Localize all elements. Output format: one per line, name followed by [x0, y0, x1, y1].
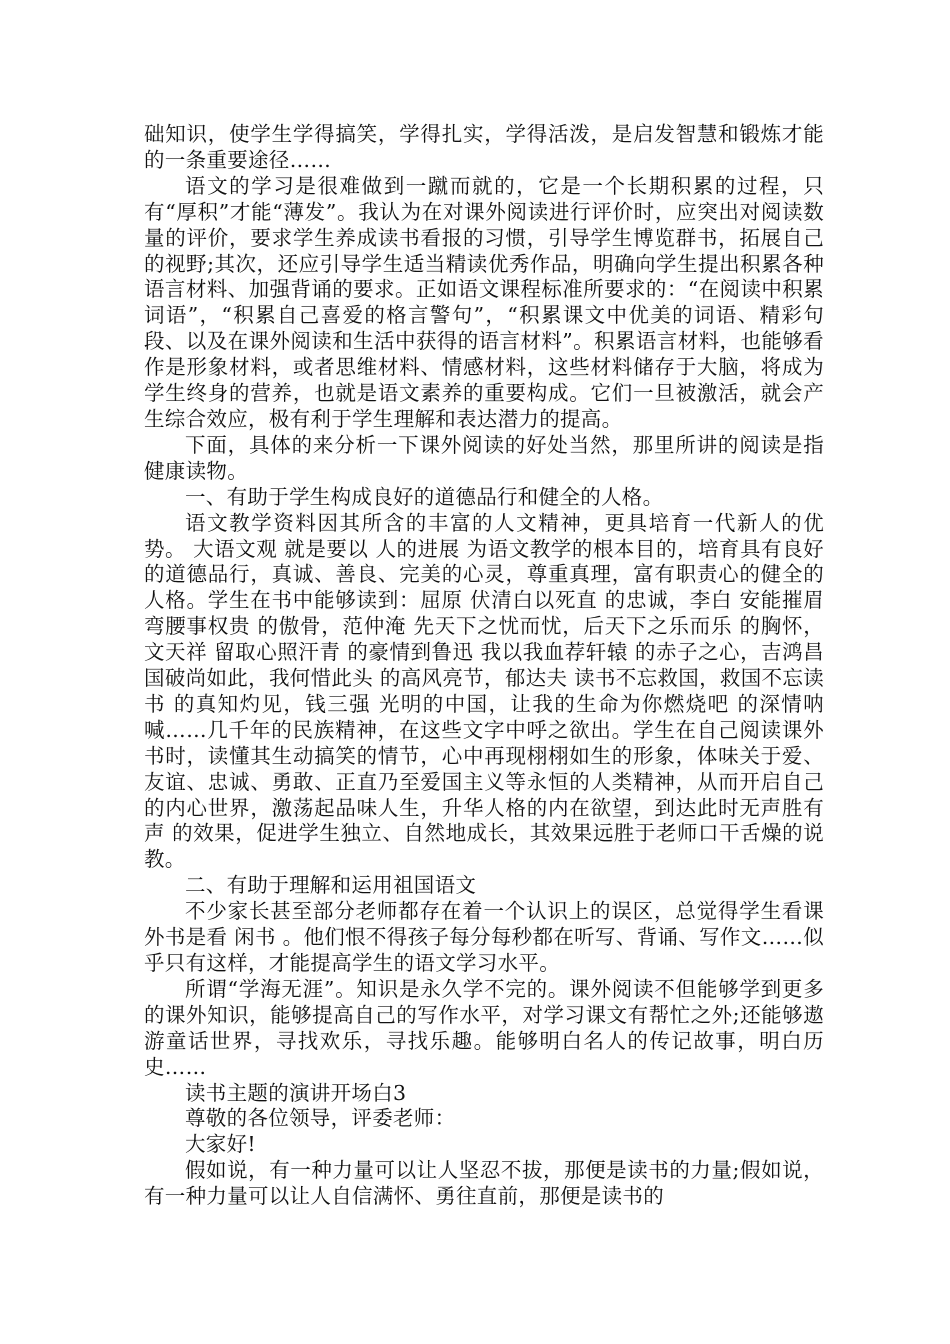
greeting: 大家好! — [185, 1132, 256, 1157]
paragraph-1: 础知识，使学生学得搞笑，学得扎实，学得活泼，是启发智慧和锻炼才能的一条重要途径…… — [144, 122, 824, 172]
paragraph-4: 语文教学资料因其所含的丰富的人文精神，更具培育一代新人的优势。 大语文观 就是要以 人的进展 为语文教学的根本目的，培育具有良好的道德品行，真诚、善良、完美的心灵，尊重真理，富有职责心的健全的人格。学生在书中能够读到：屈原 伏清白以死直 的忠诚，李白 安能摧眉弯腰事权贵 的傲骨，范仲淹 先天下之忧而忧，后天下之乐而乐 的胸怀，文天祥 留取心照汗青 的豪情到鲁迅 我以我血荐轩辕 的赤子之心，吉鸿昌 国破尚如此，我何惜此头 的高风亮节，郁达夫 读书不忘救国，救国不忘读书 的真知灼见，钱三强 光明的中国，让我的生命为你燃烧吧 的深情呐喊……几千年的民族精神，在这些文字中呼之欲出。学生在自己阅读课外书时，读懂其生动搞笑的情节，心中再现栩栩如生的形象，体味关于爱、友谊、忠诚、勇敢、正直乃至爱国主义等永恒的人类精神，从而开启自己的内心世界，激荡起品味人生，升华人格的内在欲望，到达此时无声胜有声 的效果，促进学生独立、自然地成长，其效果远胜于老师口干舌燥的说教。 — [144, 510, 824, 872]
speech-title: 读书主题的演讲开场白3 — [185, 1080, 407, 1105]
salutation: 尊敬的各位领导，评委老师： — [185, 1106, 456, 1131]
paragraph-3: 下面，具体的来分析一下课外阅读的好处当然，那里所讲的阅读是指健康读物。 — [144, 432, 824, 483]
section-heading-2: 二、有助于理解和运用祖国语文 — [185, 873, 477, 898]
section-heading-1: 一、有助于学生构成良好的道德品行和健全的人格。 — [185, 484, 664, 509]
paragraph-6: 所谓“学海无涯”。知识是永久学不完的。课外阅读不但能够学到更多的课外知识，能够提高自己的写作水平，对学习课文有帮忙之外;还能够遨游童话世界，寻找欢乐，寻找乐趣。能够明白名人的传记故事，明白历史…… — [144, 976, 824, 1079]
document-body — [144, 122, 824, 1210]
paragraph-2: 语文的学习是很难做到一蹴而就的，它是一个长期积累的过程，只有“厚积”才能“薄发”。我认为在对课外阅读进行评价时，应突出对阅读数量的评价，要求学生养成读书看报的习惯，引导学生博览群书，拓展自己的视野;其次，还应引导学生适当精读优秀作品，明确向学生提出积累各种语言材料、加强背诵的要求。正如语文课程标准所要求的：“在阅读中积累词语”，“积累自己喜爱的格言警句”，“积累课文中优美的词语、精彩句段、以及在课外阅读和生活中获得的语言材料”。积累语言材料，也能够看作是形象材料，或者思维材料、情感材料，这些材料储存于大脑，将成为学生终身的营养，也就是语文素养的重要构成。它们一旦被激活，就会产生综合效应，极有利于学生理解和表达潜力的提高。 — [144, 173, 824, 431]
paragraph-7: 假如说，有一种力量可以让人坚忍不拔，那便是读书的力量;假如说，有一种力量可以让人自信满怀、勇往直前，那便是读书的 — [144, 1158, 824, 1209]
paragraph-5: 不少家长甚至部分老师都存在着一个认识上的误区，总觉得学生看课外书是看 闲书 。他们恨不得孩子每分每秒都在听写、背诵、写作文……似乎只有这样，才能提高学生的语文学习水平。 — [144, 899, 824, 975]
